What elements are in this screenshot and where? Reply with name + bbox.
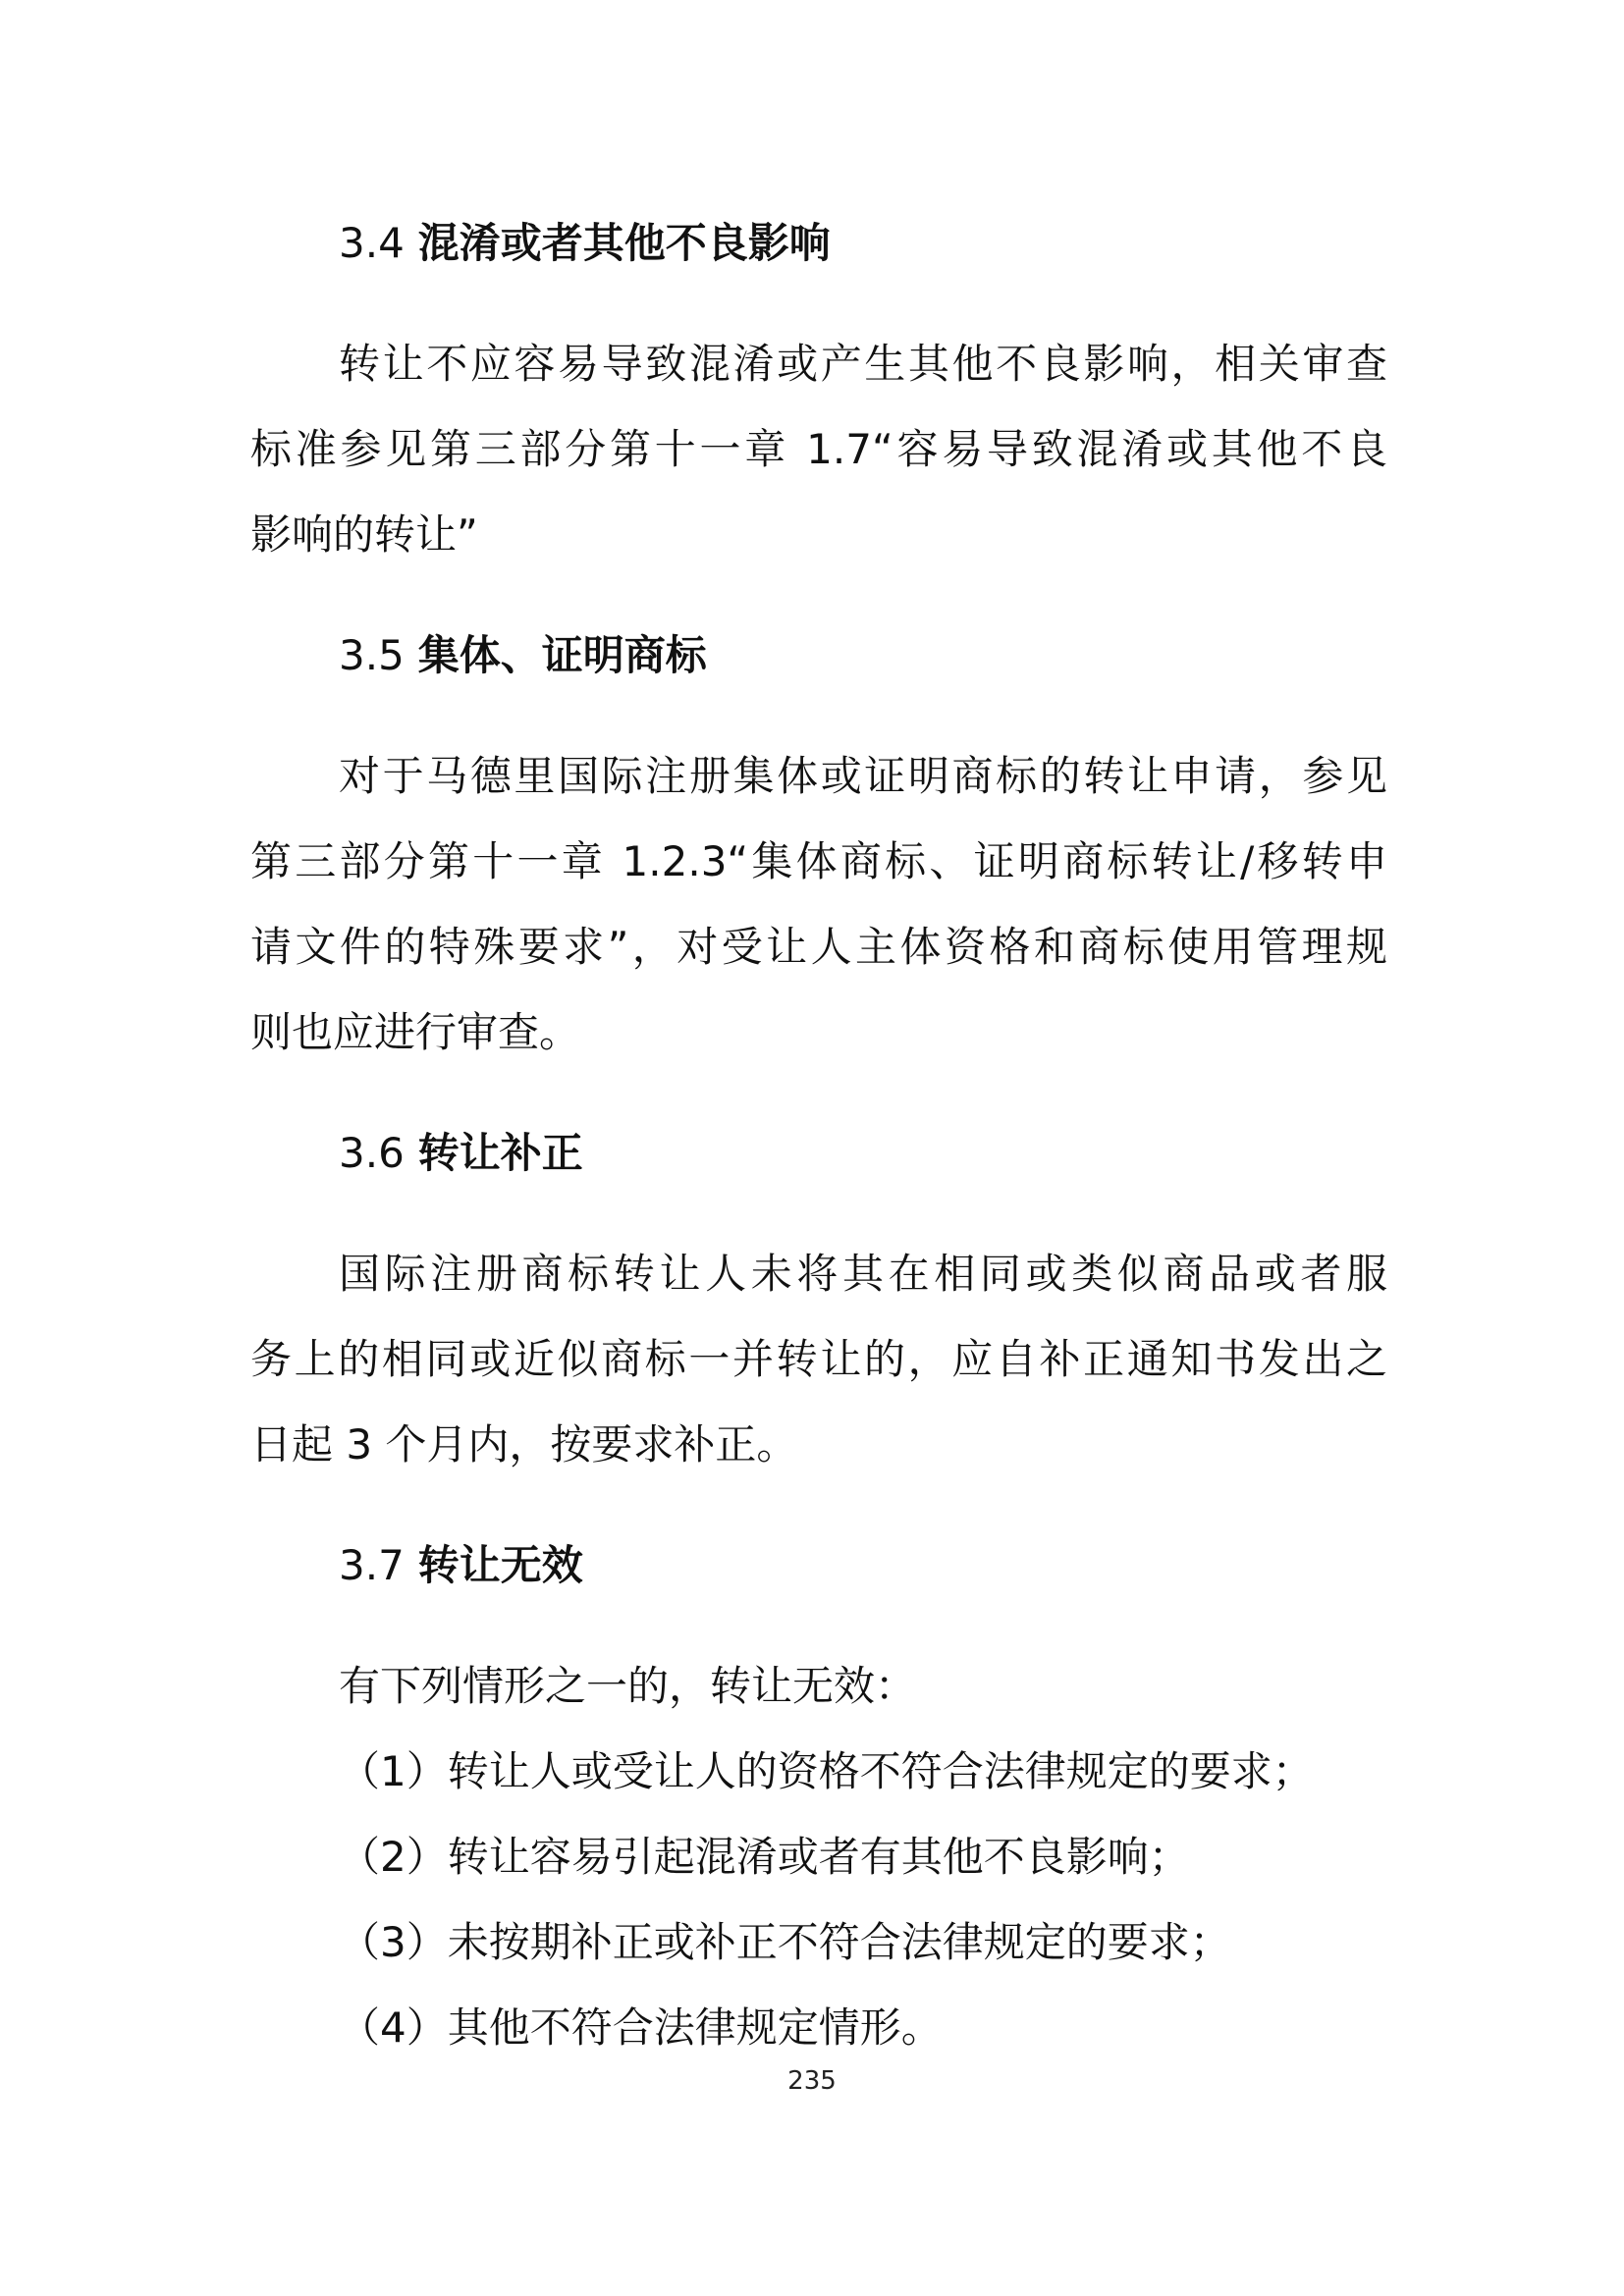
paragraph-line: 转让不应容易导致混淆或产生其他不良影响，相关审查 [339, 340, 1387, 388]
section-heading-3-4 [250, 200, 1387, 286]
page-number: 235 [787, 2066, 837, 2096]
section-heading-3-7 [250, 1522, 1387, 1608]
paragraph-line: 则也应进行审查。 [250, 1008, 581, 1056]
paragraph-line: 影响的转让” [250, 510, 478, 559]
section-heading-3-6 [250, 1110, 1387, 1196]
list-item: （2）转让容易引起混淆或者有其他不良影响； [339, 1833, 1190, 1881]
section-title: 转让补正 [417, 1129, 583, 1177]
section-number: 3.5 [339, 631, 405, 679]
section-title: 混淆或者其他不良影响 [417, 219, 831, 267]
list-item: （1）转让人或受让人的资格不符合法律规定的要求； [339, 1747, 1314, 1795]
section-number: 3.4 [339, 219, 405, 267]
paragraph-line: 请文件的特殊要求”，对受让人主体资格和商标使用管理规 [250, 923, 1387, 971]
section-number: 3.7 [339, 1541, 405, 1589]
list-item: （3）未按期补正或补正不符合法律规定的要求； [339, 1918, 1231, 1966]
page-content [250, 200, 1387, 2070]
list-item: （4）其他不符合法律规定情形。 [339, 2003, 943, 2052]
paragraph-line: 国际注册商标转让人未将其在相同或类似商品或者服 [339, 1250, 1387, 1298]
paragraph-line: 对于马德里国际注册集体或证明商标的转让申请，参见 [339, 752, 1387, 800]
list-intro: 有下列情形之一的，转让无效： [339, 1662, 917, 1710]
paragraph-line: 第三部分第十一章 1.2.3“集体商标、证明商标转让/移转申 [250, 837, 1387, 885]
section-title: 集体、证明商标 [417, 631, 707, 679]
paragraph-line: 日起 3 个月内，按要求补正。 [250, 1420, 798, 1468]
section-number: 3.6 [339, 1129, 405, 1177]
section-heading-3-5 [250, 613, 1387, 698]
paragraph-line: 务上的相同或近似商标一并转让的，应自补正通知书发出之 [250, 1335, 1387, 1383]
section-title: 转让无效 [417, 1541, 583, 1589]
paragraph-line: 标准参见第三部分第十一章 1.7“容易导致混淆或其他不良 [250, 425, 1387, 473]
